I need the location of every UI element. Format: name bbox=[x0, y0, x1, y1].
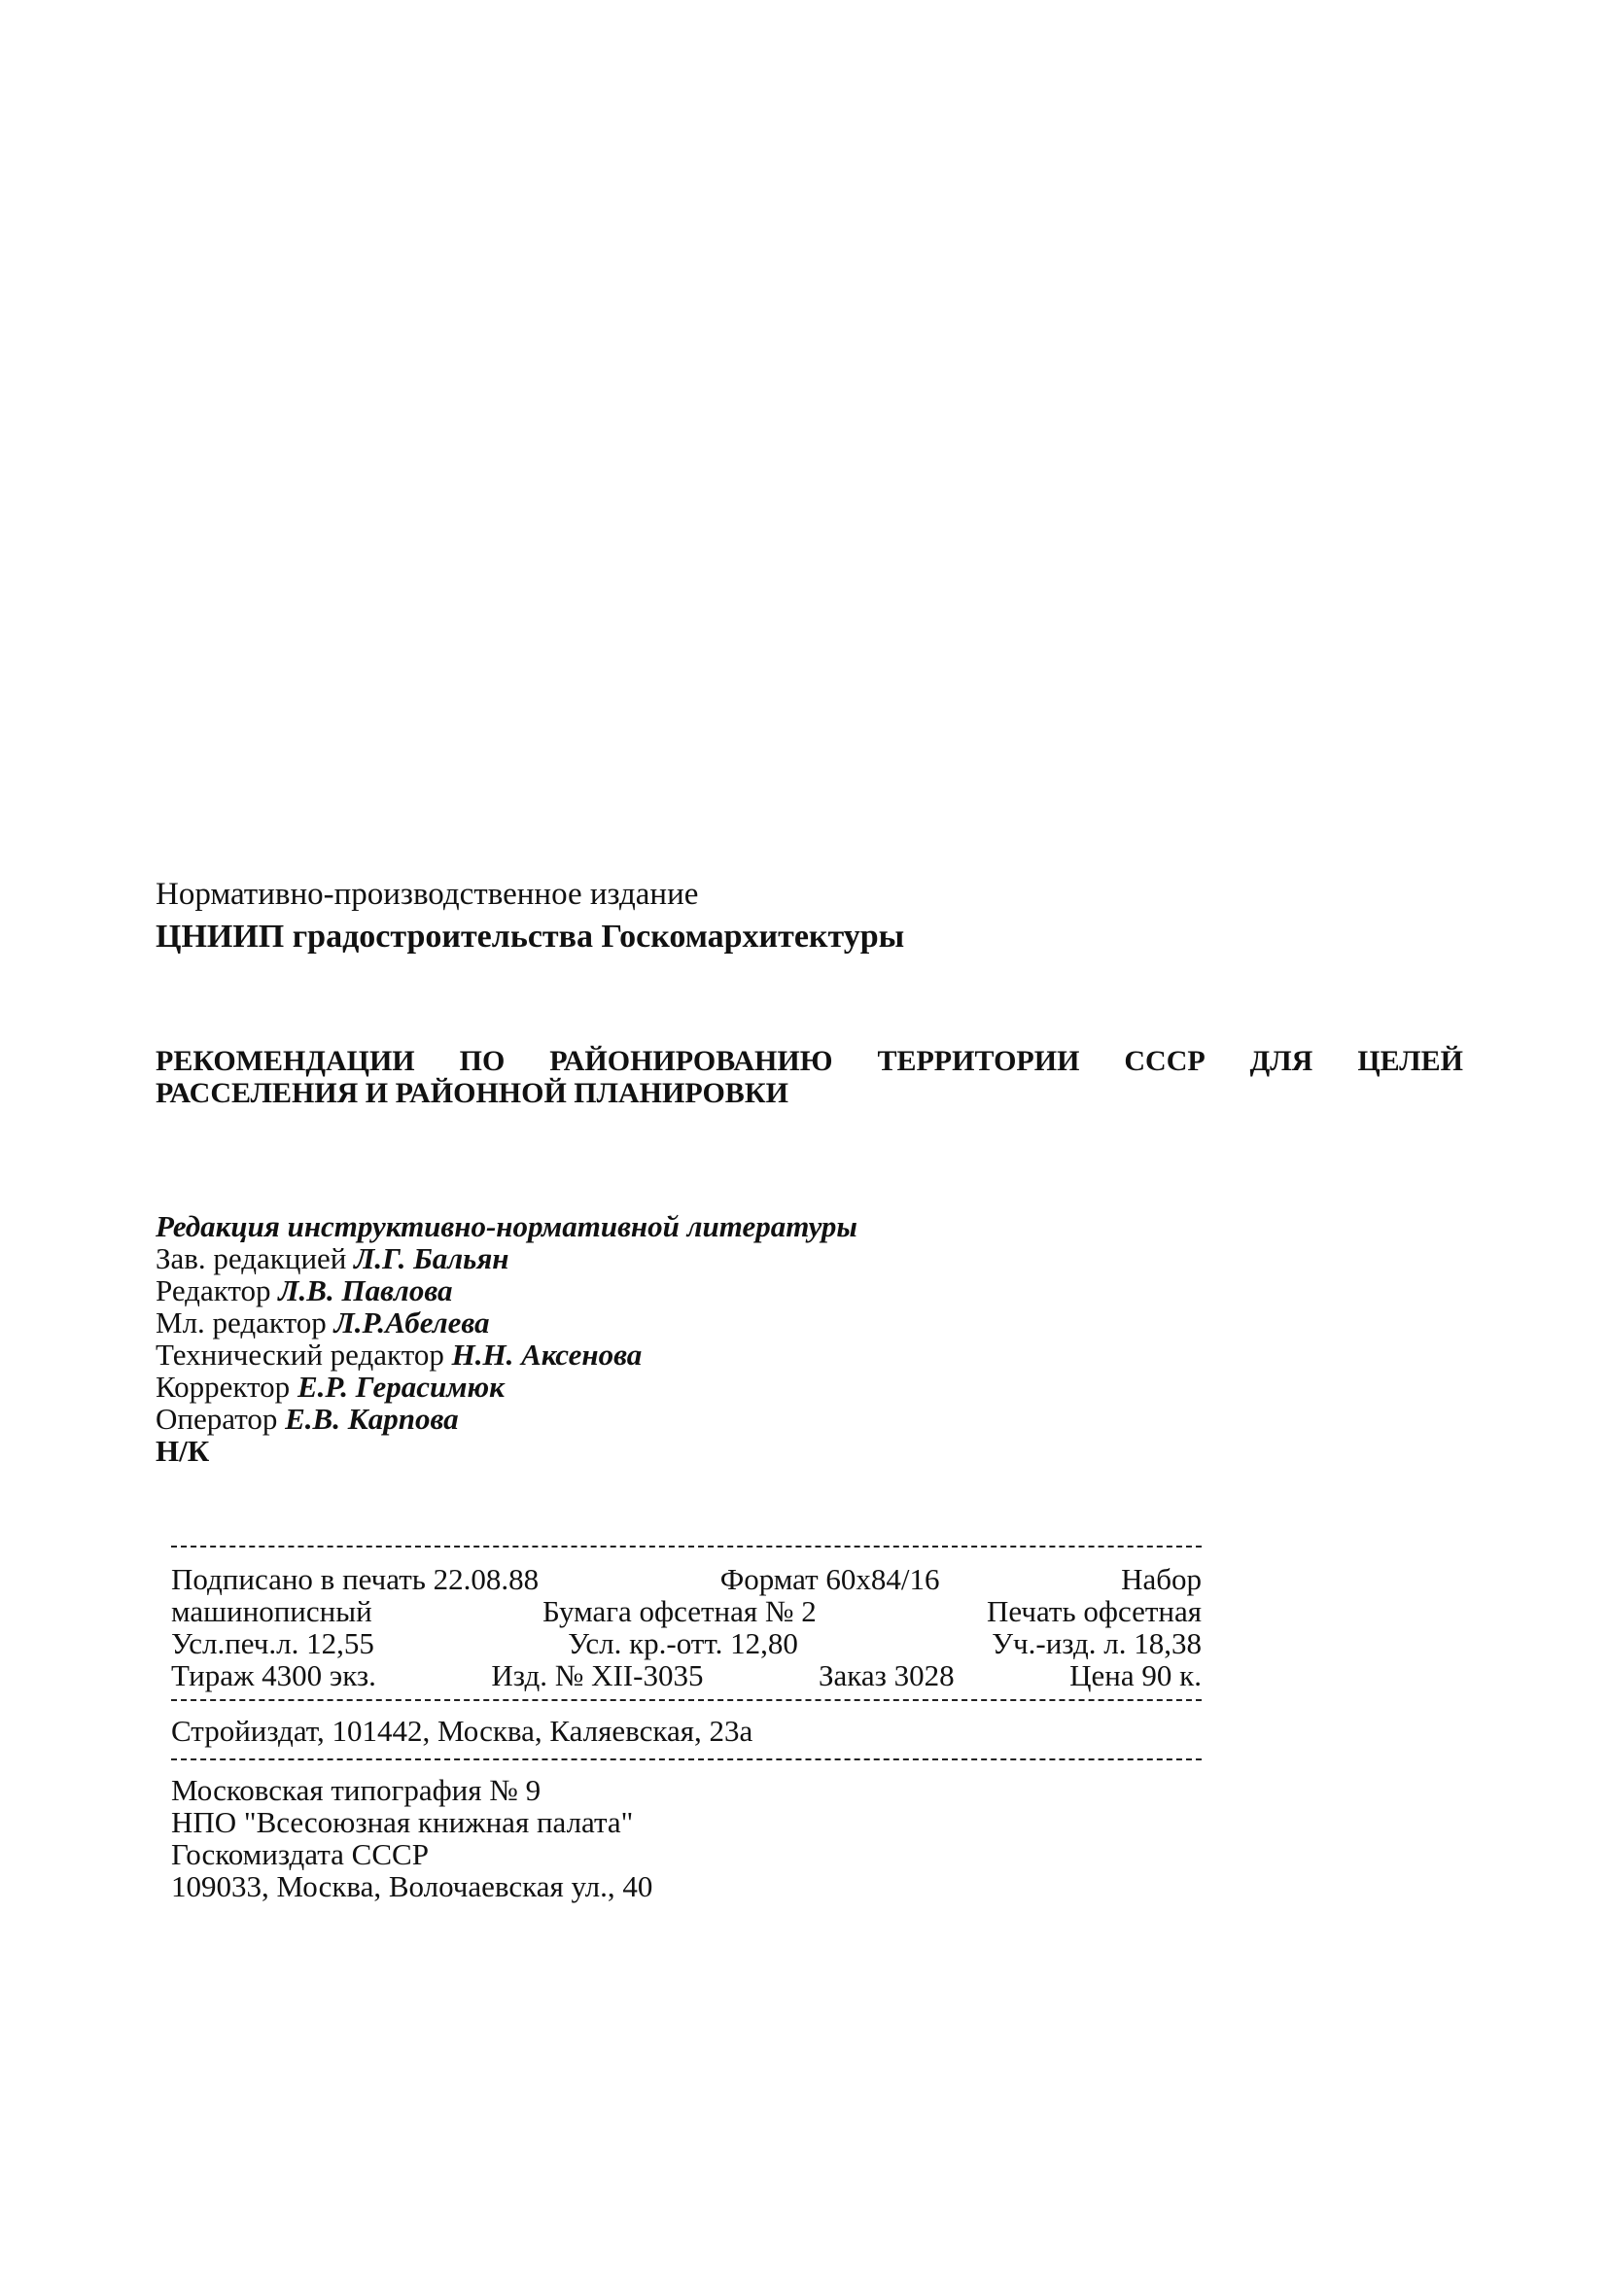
printer-line: 109033, Москва, Волочаевская ул., 40 bbox=[171, 1869, 653, 1903]
imprint-row bbox=[171, 1563, 1202, 1595]
credit-person: Е.Р. Герасимюк bbox=[297, 1370, 505, 1404]
printer-line: Московская типография № 9 bbox=[171, 1773, 542, 1807]
dashed-divider bbox=[171, 1699, 1202, 1701]
printer-info bbox=[171, 1774, 1202, 1902]
credit-row bbox=[156, 1274, 857, 1306]
imprint-cell: машинописный bbox=[171, 1594, 372, 1628]
imprint-cell: Изд. № XII-3035 bbox=[491, 1658, 704, 1692]
credit-row bbox=[156, 1371, 857, 1403]
credit-row bbox=[156, 1242, 857, 1274]
credit-person: Л.В. Павлова bbox=[278, 1273, 453, 1307]
title-line-2: РАССЕЛЕНИЯ И РАЙОННОЙ ПЛАНИРОВКИ bbox=[156, 1077, 788, 1109]
title-word: ПО bbox=[459, 1045, 506, 1077]
credit-row bbox=[156, 1403, 857, 1435]
credit-row bbox=[156, 1339, 857, 1371]
credit-role: Зав. редакцией bbox=[156, 1241, 355, 1275]
edition-name: Редакция инструктивно-нормативной литературы bbox=[156, 1209, 857, 1243]
credits-block bbox=[156, 1210, 857, 1467]
printer-line: Госкомиздата СССР bbox=[171, 1837, 429, 1871]
nk-mark: Н/К bbox=[156, 1434, 210, 1468]
title-word: ЦЕЛЕЙ bbox=[1357, 1045, 1463, 1077]
publisher-address: Стройиздат, 101442, Москва, Каляевская, 23а bbox=[171, 1714, 753, 1748]
imprint-row bbox=[171, 1659, 1202, 1691]
imprint-cell: Формат 60х84/16 bbox=[719, 1562, 940, 1596]
title-word: РЕКОМЕНДАЦИИ bbox=[156, 1045, 415, 1077]
credit-person: Н.Н. Аксенова bbox=[451, 1338, 643, 1372]
credit-role: Оператор bbox=[156, 1402, 286, 1436]
document-title bbox=[156, 1045, 1463, 1109]
publication-kind: Нормативно-производственное издание bbox=[156, 877, 699, 912]
credit-person: Е.В. Карпова bbox=[285, 1402, 459, 1436]
imprint-cell: Печать офсетная bbox=[987, 1594, 1202, 1628]
imprint-cell: Усл.печ.л. 12,55 bbox=[171, 1626, 374, 1660]
credit-person: Л.Г. Бальян bbox=[354, 1241, 509, 1275]
printer-line: НПО "Всесоюзная книжная палата" bbox=[171, 1805, 634, 1839]
imprint-cell: Цена 90 к. bbox=[1069, 1658, 1202, 1692]
credit-role: Технический редактор bbox=[156, 1338, 452, 1372]
title-line-1 bbox=[156, 1045, 1463, 1077]
imprint-block bbox=[171, 1546, 1202, 1902]
title-word: СССР bbox=[1124, 1045, 1206, 1077]
title-word: ДЛЯ bbox=[1249, 1045, 1313, 1077]
imprint-cell: Тираж 4300 экз. bbox=[171, 1658, 376, 1692]
title-word: ТЕРРИТОРИИ bbox=[877, 1045, 1080, 1077]
dashed-divider bbox=[171, 1546, 1202, 1548]
credit-role: Корректор bbox=[156, 1370, 297, 1404]
imprint-cell: Подписано в печать 22.08.88 bbox=[171, 1562, 540, 1596]
imprint-row bbox=[171, 1627, 1202, 1659]
imprint-cell: Набор bbox=[1121, 1562, 1202, 1596]
title-word: РАЙОНИРОВАНИЮ bbox=[549, 1045, 833, 1077]
imprint-cell: Усл. кр.-отт. 12,80 bbox=[568, 1626, 798, 1660]
imprint-cell: Бумага офсетная № 2 bbox=[542, 1594, 817, 1628]
credit-row bbox=[156, 1306, 857, 1339]
imprint-cell: Заказ 3028 bbox=[818, 1658, 955, 1692]
credit-person: Л.Р.Абелева bbox=[333, 1305, 490, 1339]
dashed-divider bbox=[171, 1758, 1202, 1760]
credit-role: Мл. редактор bbox=[156, 1305, 334, 1339]
organization-name: ЦНИИП градостроительства Госкомархитектуры bbox=[156, 919, 905, 955]
credit-role: Редактор bbox=[156, 1273, 279, 1307]
imprint-cell: Уч.-изд. л. 18,38 bbox=[992, 1626, 1202, 1660]
imprint-row bbox=[171, 1595, 1202, 1627]
